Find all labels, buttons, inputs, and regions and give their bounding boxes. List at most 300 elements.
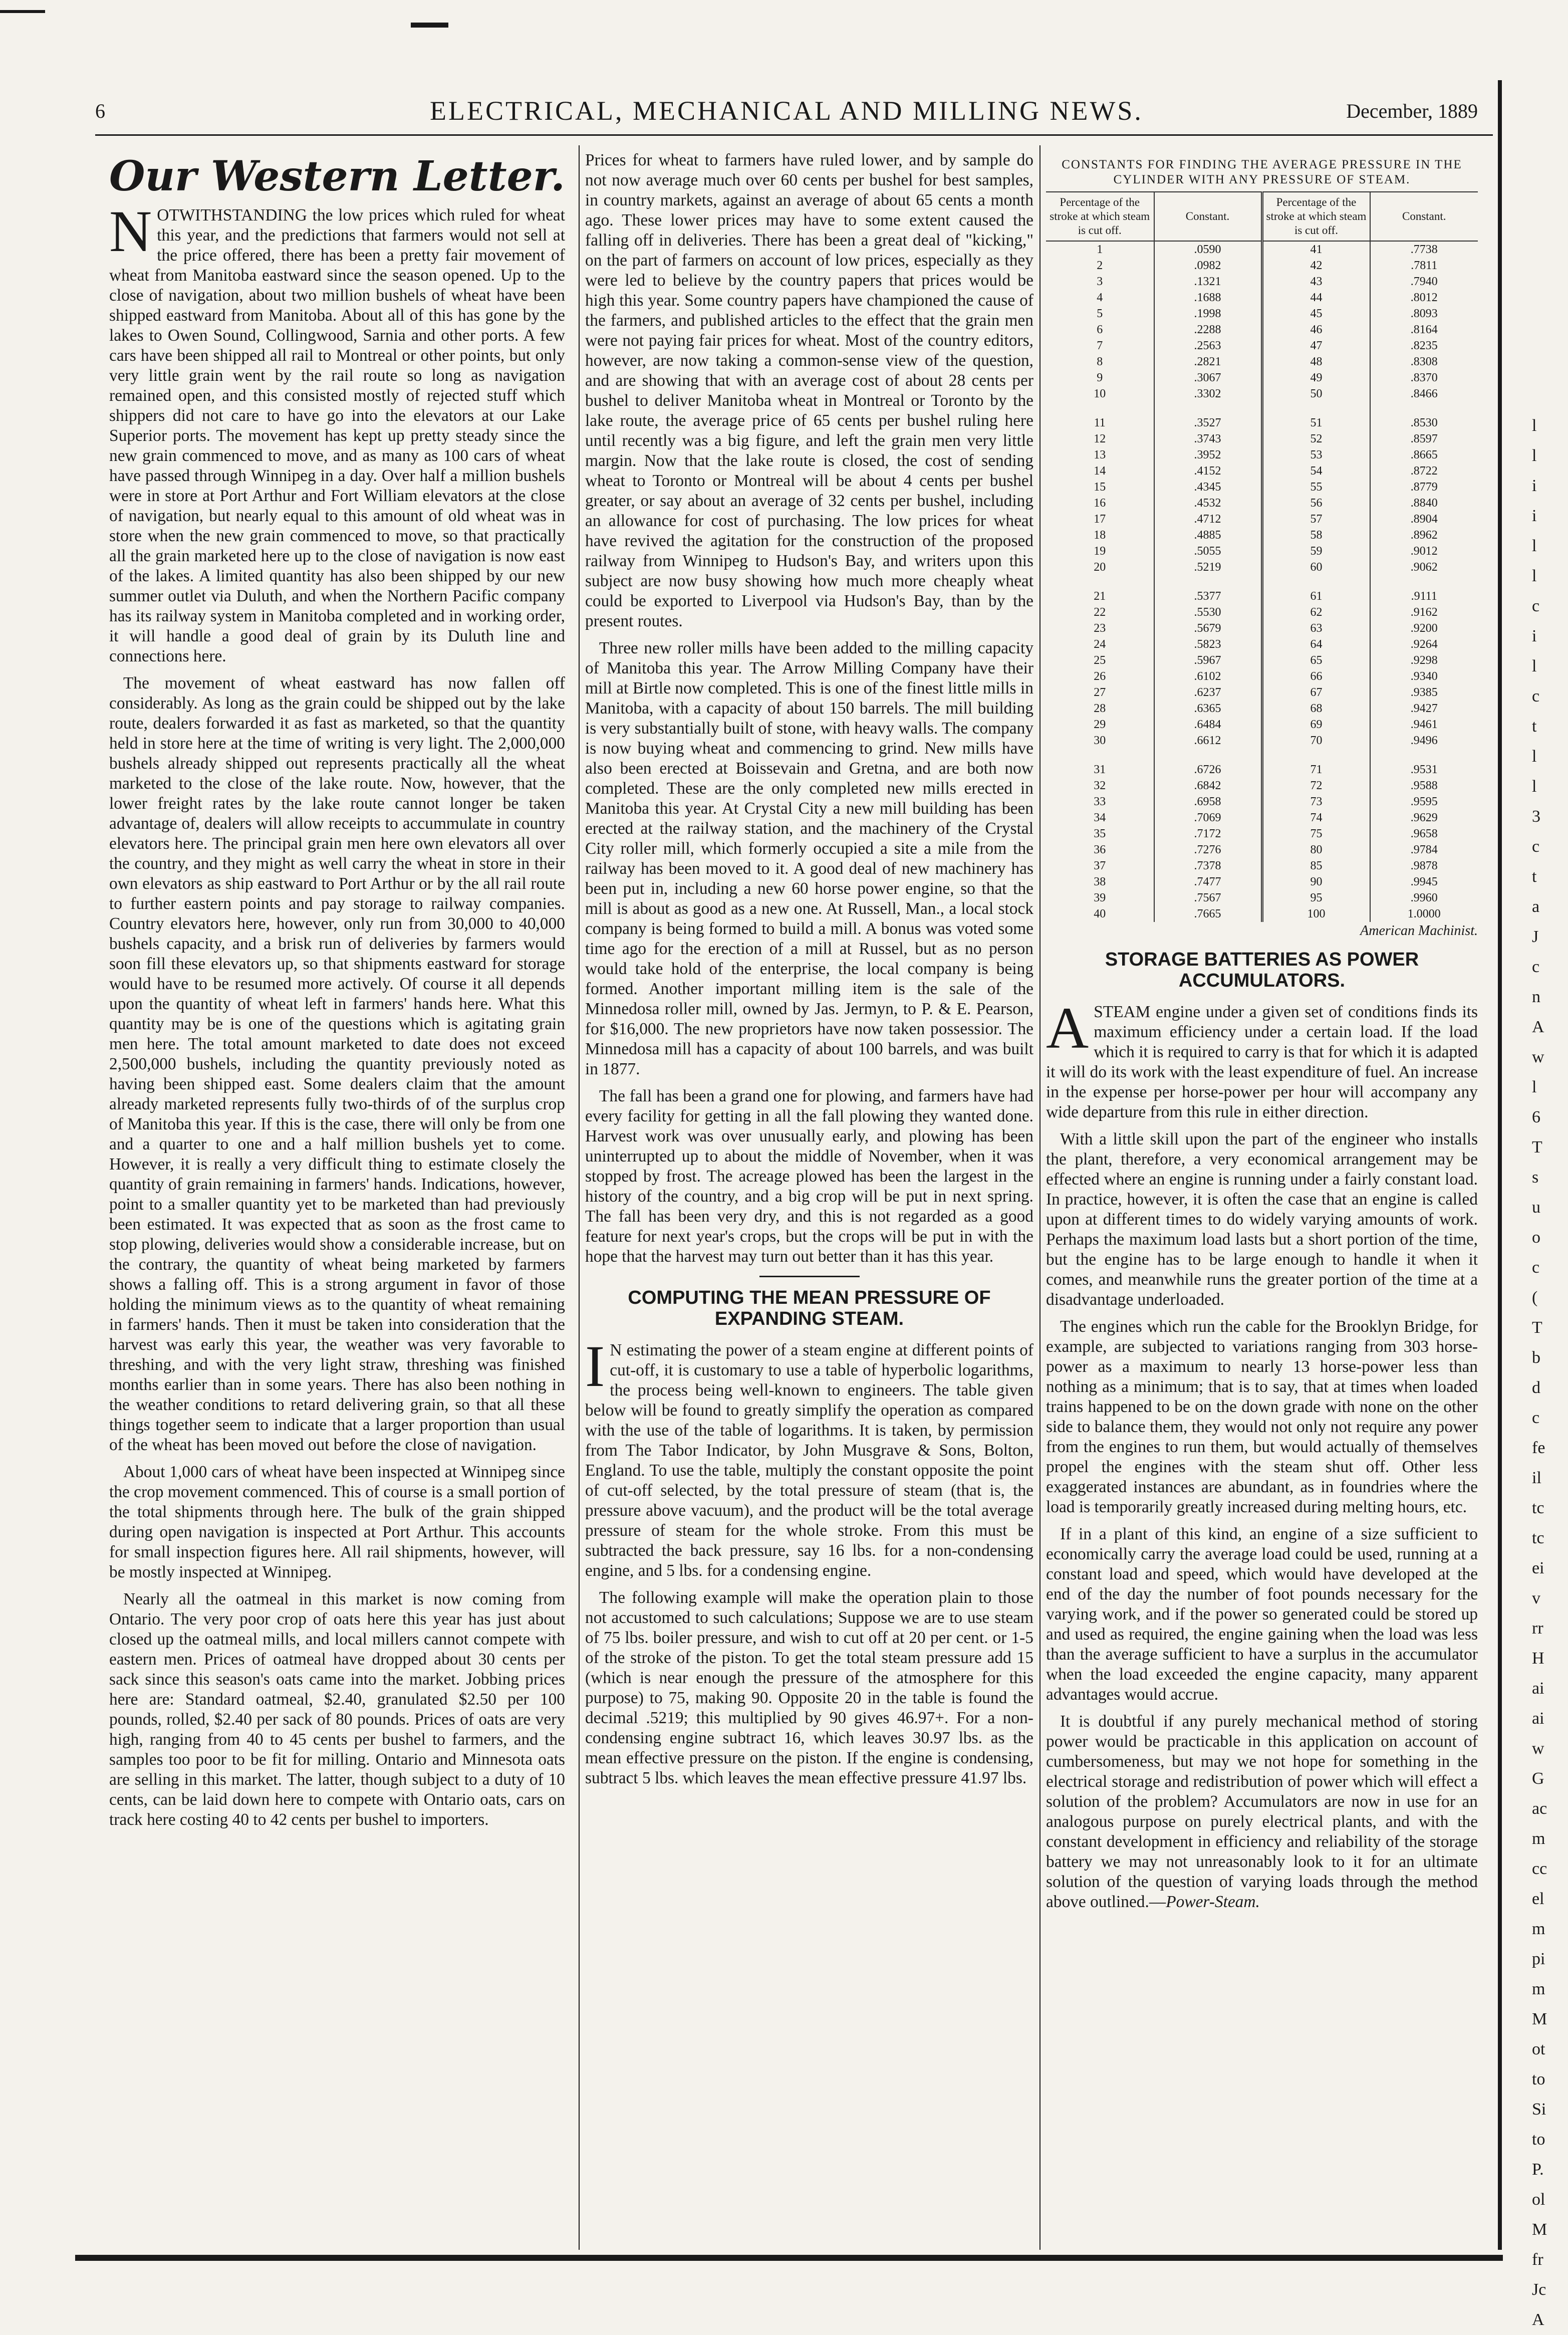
margin-fragment-char: T: [1532, 1318, 1542, 1337]
cell-percentage: 9: [1097, 371, 1103, 384]
table-row: [1046, 733, 1478, 749]
table-row: [1046, 338, 1478, 354]
cell-percentage: 30: [1094, 734, 1106, 747]
margin-fragment-char: s: [1532, 1168, 1539, 1187]
margin-fragment-char: v: [1532, 1589, 1540, 1607]
table-row: [1046, 354, 1478, 370]
table-row: [1046, 575, 1478, 588]
cell-percentage: 51: [1262, 415, 1370, 431]
table-row: [1046, 717, 1478, 733]
cell-constant: .7738: [1370, 241, 1478, 258]
cell-percentage: 17: [1094, 513, 1106, 526]
margin-fragment-char: ol: [1532, 2190, 1545, 2209]
cell-percentage: 37: [1094, 859, 1106, 872]
cell-percentage: 24: [1094, 638, 1106, 651]
mean-pressure-paragraph: I N estimating the power of a steam engine at different points of cut-off, it is customary to use a table of hyperbolic logarithms, the process being well-known to engineers. The table given below will be found to greatly simplify the operation as compared with the use of the table of logarithms. It is taken, by permission from The Tabor Indicator, by John Musgrave & Sons, Bolton, England. To use the table, multiply the constant opposite the point of cut-off selected, by the total pressure of steam (that is, the pressure above vacuum), and the product will be the total average pressure of steam for the whole stroke. From this must be subtracted the back pressure, say 16 lbs. for a non-condensing engine, and 5 lbs. for a condensing engine.: [585, 1333, 1033, 1580]
cell-constant: .9200: [1370, 620, 1478, 636]
cell-constant: .9340: [1370, 668, 1478, 684]
cell-percentage: 52: [1262, 431, 1370, 447]
cell-percentage: 59: [1262, 543, 1370, 559]
page-header: [95, 95, 1478, 130]
bottom-edge-rule: [75, 2255, 1503, 2261]
cell-constant: .9658: [1370, 826, 1478, 842]
cell-constant: .9878: [1370, 858, 1478, 874]
table-row: [1046, 511, 1478, 527]
cell-percentage: 18: [1094, 529, 1106, 542]
margin-fragment-char: t: [1532, 717, 1537, 736]
cell-constant: .8722: [1370, 463, 1478, 479]
margin-fragment-char: i: [1532, 477, 1537, 495]
cell-percentage: 80: [1262, 842, 1370, 858]
margin-fragment-char: u: [1532, 1198, 1540, 1217]
western-letter-paragraph: Prices for wheat to farmers have ruled lower, and by sample do not now average much over 60 cents per bushel for best samples, in country markets, against an average of about 65 cents a month ago. These lower prices may have to some extent caused the falling off in deliveries. There has been a great deal of "kicking," on the part of farmers on account of low prices, especially as they were led to believe by the country papers that prices would be high this year. Some country papers have championed the cause of the farmers, and published articles to the effect that the grain men were not paying fair prices for wheat. Most of the country editors, however, are now taking a common-sense view of the question, and are showing that with an average cost of about 28 cents per bushel to deliver Manitoba wheat in Montreal or Toronto by the lake route, the average price of 65 cents per bushel ruling here until recently was a big figure, and left the grain men very little margin. Now that the lake route is closed, the cost of sending wheat to Toronto or Montreal will be about 4 cents per bushel greater, or say about an average of 32 cents per bushel, including an allowance for cost of purchasing. The low prices for wheat have revived the agitation for the construction of the proposed railway from Winnipeg to Hudson's Bay, and writers upon this subject are now busy showing how much more cheaply wheat could be exported to Liverpool via Hudson's Bay, than by the present routes.: [585, 151, 1033, 630]
cell-constant: .5219: [1154, 559, 1262, 575]
margin-fragment-char: d: [1532, 1378, 1540, 1397]
cell-constant: .8530: [1370, 415, 1478, 431]
table-header-row: [1046, 192, 1478, 241]
cell-constant: .6726: [1154, 762, 1262, 778]
margin-fragment-char: c: [1532, 1258, 1540, 1277]
cell-constant: .7567: [1154, 890, 1262, 906]
cell-constant: .8235: [1370, 338, 1478, 354]
western-letter-paragraph: Nearly all the oatmeal in this market is now coming from Ontario. The very poor crop of oats here this year has just about closed up the oatmeal mills, and local millers cannot compete with eastern men. Prices of oatmeal have dropped about 30 cents per sack since this season's oats came into the market. Jobbing prices here are: Standard oatmeal, $2.40, granulated $2.50 per 100 pounds, rolled, $2.40 per sack of 80 pounds. Prices of oats are very high, ranging from 40 to 45 cents per bushel to farmers, and the samples too poor to be fit for milling. Ontario and Minnesota oats are selling in this market. The latter, though subject to a duty of 10 cents, can be laid down here to compete with Ontario oats, cars on track here costing 40 to 42 cents per bushel to importers.: [109, 1590, 565, 1829]
margin-fragment-char: w: [1532, 1739, 1544, 1758]
cell-constant: .5530: [1154, 604, 1262, 620]
cell-constant: [1154, 749, 1262, 762]
margin-fragment-char: P.: [1532, 2160, 1544, 2179]
table-row: [1046, 858, 1478, 874]
cell-constant: .9960: [1370, 890, 1478, 906]
table-row: [1046, 874, 1478, 890]
cell-percentage: 35: [1094, 827, 1106, 840]
storage-paragraph: It is doubtful if any purely mechanical method of storing power would be practicable in this application on account of cumbersomeness, but may we not hope for something in the electrical storage and redistribution of power which will effect a solution of the problem? Accumulators are now in use for an analogous purpose on purely electrical plants, and with the constant development in efficiency and reliability of the storage battery we may not unreasonably look to it for an ultimate solution of the question of varying loads through the method above outlined.—Power-Steam.: [1046, 1712, 1478, 1911]
cell-percentage: 43: [1262, 274, 1370, 290]
cell-constant: .6958: [1154, 794, 1262, 810]
table-row: [1046, 778, 1478, 794]
cell-constant: .0590: [1154, 241, 1262, 258]
storage-paragraph: If in a plant of this kind, an engine of a size sufficient to economically carry the average load could be used, running at a constant load and speed, which would have developed at the end of the day the number of foot pounds necessary for the varying work, and if the power so generated could be stored up and used as required, the engine gaining when the load was less than the average sufficient to have a surplus in the accumulator when the load exceeded the engine capacity, many apparent advantages would accrue.: [1046, 1525, 1478, 1704]
cell-percentage: 20: [1094, 561, 1106, 574]
cell-percentage: [1262, 749, 1370, 762]
cell-constant: .9111: [1370, 588, 1478, 604]
cell-constant: .5679: [1154, 620, 1262, 636]
margin-fragment-char: i: [1532, 627, 1537, 645]
column-rule: [579, 145, 580, 2250]
cell-constant: .7477: [1154, 874, 1262, 890]
margin-fragment-char: il: [1532, 1469, 1541, 1487]
margin-fragment-char: l: [1532, 567, 1537, 585]
cell-percentage: 29: [1094, 718, 1106, 731]
cell-percentage: 16: [1094, 497, 1106, 510]
mean-pressure-title: COMPUTING THE MEAN PRESSURE OF EXPANDING STEAM.: [628, 1287, 991, 1329]
cell-constant: .6612: [1154, 733, 1262, 749]
cell-percentage: 70: [1262, 733, 1370, 749]
cell-constant: [1154, 575, 1262, 588]
table-row: [1046, 479, 1478, 495]
cell-percentage: 53: [1262, 447, 1370, 463]
cell-percentage: 55: [1262, 479, 1370, 495]
cell-percentage: 41: [1262, 241, 1370, 258]
margin-fragment-char: c: [1532, 1409, 1540, 1427]
western-letter-paragraph: NOTWITHSTANDING the low prices which ruled for wheat this year, and the predictions that farmers would not sell at the price offered, there has been a pretty fair movement of wheat from Manitoba eastward since the season opened. Up to the close of navigation, about two million bushels of wheat have been shipped eastward from Manitoba. About all of this has gone by the lakes to Owen Sound, Collingwood, Sarnia and other ports. A few cars have been shipped all rail to Montreal or other points, but only very little grain went by the rail route so long as navigation remained open, and this consisted mostly of rejected stuff which shippers did not care to have go into the elevators at our Lake Superior ports. The movement has kept up pretty steady since the new grain commenced to move, and as many as 100 cars of wheat have passed through Winnipeg in a day. Over half a million bushels were in store at Port Arthur and Fort William elevators at the close of navigation, but nearly equal to this amount of old wheat was in store when the new grain commenced to move, so that practically all the grain marketed here up to the close of navigation is now east of the lakes. A limited quantity has also been shipped by our new summer outlet via Duluth, and when the Northern Pacific company has its railway system in Manitoba completed and in working order, it will handle a good deal of grain by its Duluth line and connections here.: [109, 198, 565, 665]
column-header-percentage: Percentage of the stroke at which steam is cut off.: [1262, 192, 1370, 241]
cell-percentage: 49: [1262, 370, 1370, 386]
table-row: [1046, 749, 1478, 762]
cell-percentage: 46: [1262, 322, 1370, 338]
cell-percentage: 57: [1262, 511, 1370, 527]
cell-percentage: 64: [1262, 636, 1370, 652]
cell-percentage: 12: [1094, 432, 1106, 445]
margin-fragment-char: M: [1532, 2010, 1547, 2028]
cell-constant: .8840: [1370, 495, 1478, 511]
constants-table-caption: CONSTANTS FOR FINDING THE AVERAGE PRESSURE IN THE CYLINDER WITH ANY PRESSURE OF STEAM.: [1062, 158, 1462, 186]
margin-fragment-char: A: [1532, 1018, 1544, 1036]
cell-constant: .9595: [1370, 794, 1478, 810]
cell-constant: .3952: [1154, 447, 1262, 463]
table-row: [1046, 890, 1478, 906]
cell-constant: .2821: [1154, 354, 1262, 370]
cell-constant: .8308: [1370, 354, 1478, 370]
column-header-percentage: Percentage of the stroke at which steam is cut off.: [1046, 192, 1154, 241]
cell-constant: .9264: [1370, 636, 1478, 652]
cell-constant: .7276: [1154, 842, 1262, 858]
margin-fragment-char: Jc: [1532, 2280, 1546, 2299]
cell-percentage: 10: [1094, 387, 1106, 400]
cell-constant: .9461: [1370, 717, 1478, 733]
cell-percentage: 13: [1094, 448, 1106, 461]
storage-paragraph: ASTEAM engine under a given set of conditions finds its maximum efficiency under a certain load. If the load which it is required to carry is that for which it is adapted it will do its work with the least expenditure of fuel. An increase in the expense per horse-power per hour will accompany any wide departure from this rule in either direction.: [1046, 995, 1478, 1121]
cell-percentage: 75: [1262, 826, 1370, 842]
margin-fragment-char: H: [1532, 1649, 1544, 1668]
margin-fragment-char: l: [1532, 416, 1537, 435]
table-row: [1046, 906, 1478, 922]
cell-percentage: 26: [1094, 670, 1106, 683]
cell-percentage: 5: [1097, 307, 1103, 320]
cell-constant: .6237: [1154, 684, 1262, 700]
margin-fragment-char: tc: [1532, 1529, 1544, 1547]
cell-constant: .5377: [1154, 588, 1262, 604]
cell-percentage: 21: [1094, 590, 1106, 603]
cell-percentage: 58: [1262, 527, 1370, 543]
cell-percentage: 27: [1094, 686, 1106, 699]
cell-constant: .9784: [1370, 842, 1478, 858]
cell-percentage: 60: [1262, 559, 1370, 575]
table-row: [1046, 826, 1478, 842]
margin-fragment-char: c: [1532, 597, 1540, 615]
table-row: [1046, 810, 1478, 826]
cell-constant: .9162: [1370, 604, 1478, 620]
margin-fragment-char: l: [1532, 1078, 1537, 1096]
scan-mark: [0, 10, 45, 13]
western-letter-paragraph: About 1,000 cars of wheat have been inspected at Winnipeg since the crop movement commenced. This of course is a small portion of the total shipments through here. The bulk of the grain shipped during open navigation is inspected at Port Arthur. This accounts for small inspection figures here. All rail shipments, however, will be mostly inspected at Winnipeg.: [109, 1463, 565, 1581]
margin-fragment-char: ai: [1532, 1679, 1544, 1698]
publication-title: ELECTRICAL, MECHANICAL AND MILLING NEWS.: [430, 96, 1143, 126]
cell-constant: .9945: [1370, 874, 1478, 890]
cell-constant: .3527: [1154, 415, 1262, 431]
cell-percentage: 100: [1262, 906, 1370, 922]
drop-cap: I: [585, 1333, 605, 1399]
margin-fragment-char: 6: [1532, 1108, 1540, 1126]
table-row: [1046, 386, 1478, 402]
header-rule: [95, 134, 1493, 136]
table-row: [1046, 258, 1478, 274]
cell-percentage: 28: [1094, 702, 1106, 715]
margin-fragment-char: A: [1532, 2310, 1544, 2329]
western-letter-paragraph: The movement of wheat eastward has now fallen off considerably. As long as the grain could be shipped out by the lake route, dealers forwarded it as fast as marketed, so that the quantity held in store here at the time of writing is very light. The 2,000,000 bushels already shipped out represents practically all the wheat marketed to the close of the lake route. Now, however, that the lower freight rates by the lake route cannot longer be taken advantage of, dealers will allow receipts to accummulate in country elevators here. The principal grain men here own elevators all over the country, and they might as well carry the wheat in store in their own elevators as ship eastward to Port Arthur or by the all rail route to further eastern points and pay storage to railway companies. Country elevators here, however, only run from 30,000 to 40,000 bushels capacity, and a brisk run of deliveries by farmers would soon fill these elevators up, so that shipments eastward for storage would have to be resumed more actively. Of course it all depends upon the quantity of wheat left in farmers' hands here. What this quantity may be is one of the questions which is agitating grain men here. The total amount marketed to date does not exceed 2,500,000 bushels, including the quantity previously noted as having been shipped east. Some dealers claim that the amount already marketed represents fully two-thirds of of the surplus crop of Manitoba this year. If this is the case, there will only be from one and a quarter to one and a half million bushels yet to come. However, it is really a very difficult thing to estimate closely the quantity of grain remaining in farmers' hands. Indications, however, point to a smaller quantity yet to be marketed than had previously been estimated. It was expected that as soon as the frost came to stop plowing, deliveries would show a considerable increase, but on the contrary, the quantity of wheat being marketed by farmers shows a falling off. This is a strong argument in favor of those holding the minimum views as to the quantity of wheat remaining in farmers' hands. Then it must be taken into consideration that the harvest was early this year, the weather was very favorable to threshing, and with the very light straw, threshing was finished months earlier than in some years. There has also been nothing in the weather conditions to retard delivering grain, so that all these things together seem to indicate that a larger proportion than usual of the wheat has been moved out before the close of navigation.: [109, 674, 565, 1454]
table-row: [1046, 684, 1478, 700]
issue-date: December, 1889: [1346, 100, 1478, 122]
margin-fragment-char: cc: [1532, 1859, 1547, 1878]
table-row: [1046, 762, 1478, 778]
table-row: [1046, 447, 1478, 463]
cell-constant: .5967: [1154, 652, 1262, 668]
cell-percentage: 67: [1262, 684, 1370, 700]
table-row: [1046, 543, 1478, 559]
western-letter-paragraph: The fall has been a grand one for plowing, and farmers have had every facility for getting in all the fall plowing they wanted done. Harvest work was over unusually early, and plowing has been uninterrupted up to about the middle of November, when it was stopped by frost. The acreage plowed has been the largest in the history of the country, and a big crop will be put in next spring. The fall has been very dry, and this is not regarded as a good feature for next year's crops, but the crops will be put in with the hope that the harvest may turn out better than it has this year.: [585, 1087, 1033, 1266]
table-row: [1046, 415, 1478, 431]
cell-constant: .6365: [1154, 700, 1262, 717]
cell-percentage: [1262, 402, 1370, 415]
page-number: 6: [95, 100, 105, 122]
table-row: [1046, 604, 1478, 620]
cell-percentage: 4: [1097, 291, 1103, 304]
cell-constant: .9588: [1370, 778, 1478, 794]
margin-fragment-char: to: [1532, 2070, 1545, 2088]
cell-percentage: 61: [1262, 588, 1370, 604]
cell-constant: .6484: [1154, 717, 1262, 733]
cell-constant: .3302: [1154, 386, 1262, 402]
margin-fragment-char: m: [1532, 1980, 1545, 1998]
cell-constant: .1321: [1154, 274, 1262, 290]
scan-mark: [411, 23, 448, 28]
cell-percentage: 63: [1262, 620, 1370, 636]
table-row: [1046, 402, 1478, 415]
table-credit: American Machinist.: [1360, 923, 1478, 939]
table-row: [1046, 668, 1478, 684]
margin-fragment-char: rr: [1532, 1619, 1543, 1638]
margin-fragment-char: a: [1532, 897, 1540, 916]
cell-constant: .6102: [1154, 668, 1262, 684]
table-row: [1046, 652, 1478, 668]
table-row: [1046, 588, 1478, 604]
cell-percentage: 40: [1094, 907, 1106, 920]
cell-percentage: 73: [1262, 794, 1370, 810]
margin-fragment-char: M: [1532, 2220, 1547, 2239]
cell-percentage: 69: [1262, 717, 1370, 733]
margin-fragment-char: ot: [1532, 2040, 1545, 2058]
margin-fragment-char: b: [1532, 1348, 1540, 1367]
margin-fragment-char: ei: [1532, 1559, 1544, 1577]
drop-cap: N: [109, 198, 152, 264]
table-row: [1046, 463, 1478, 479]
cell-constant: .1688: [1154, 290, 1262, 306]
cell-constant: .4152: [1154, 463, 1262, 479]
cell-constant: .2563: [1154, 338, 1262, 354]
cell-constant: .7172: [1154, 826, 1262, 842]
column-header-constant: Constant.: [1370, 192, 1478, 241]
cell-constant: .8466: [1370, 386, 1478, 402]
table-row: [1046, 290, 1478, 306]
cell-percentage: 33: [1094, 795, 1106, 808]
cell-constant: [1370, 749, 1478, 762]
cell-percentage: 45: [1262, 306, 1370, 322]
cell-percentage: 47: [1262, 338, 1370, 354]
cell-percentage: 36: [1094, 843, 1106, 856]
cell-constant: .8164: [1370, 322, 1478, 338]
cell-percentage: 23: [1094, 622, 1106, 635]
constants-table: [1046, 191, 1478, 922]
table-row: [1046, 370, 1478, 386]
cell-percentage: 3: [1097, 275, 1103, 288]
column-1: [109, 150, 565, 2250]
cell-percentage: 54: [1262, 463, 1370, 479]
cell-constant: .8012: [1370, 290, 1478, 306]
margin-fragment-char: l: [1532, 777, 1537, 796]
cell-percentage: 42: [1262, 258, 1370, 274]
column-3: [1046, 150, 1478, 2250]
margin-fragment-char: Si: [1532, 2100, 1546, 2119]
cell-percentage: 68: [1262, 700, 1370, 717]
margin-fragment-char: c: [1532, 837, 1540, 856]
table-row: [1046, 241, 1478, 258]
section-rule: [759, 1276, 860, 1277]
cell-constant: .9385: [1370, 684, 1478, 700]
cell-constant: .7665: [1154, 906, 1262, 922]
margin-fragment-char: l: [1532, 446, 1537, 465]
cell-constant: [1154, 402, 1262, 415]
table-row: [1046, 559, 1478, 575]
cell-constant: .5823: [1154, 636, 1262, 652]
storage-credit: Power-Steam.: [1166, 1893, 1260, 1911]
cell-percentage: 39: [1094, 891, 1106, 904]
table-row: [1046, 700, 1478, 717]
cell-constant: .9427: [1370, 700, 1478, 717]
margin-fragment-char: G: [1532, 1769, 1544, 1788]
cell-constant: .3067: [1154, 370, 1262, 386]
margin-fragment-char: m: [1532, 1829, 1545, 1848]
cell-constant: .4885: [1154, 527, 1262, 543]
cell-constant: .8093: [1370, 306, 1478, 322]
cell-percentage: 15: [1094, 481, 1106, 494]
western-letter-paragraph: Three new roller mills have been added to the milling capacity of Manitoba this year. The Arrow Milling Company have their mill at Birtle now completed. This is one of the finest little mills in Manitoba, with a capacity of about 150 barrels. The mill building is very substantially built of stone, with heavy walls. The company is now buying wheat and commencing to grind. New mills have also been erected at Boissevain and Gretna, and are both now completed. These are the only completed new mills erected in Manitoba this year. At Crystal City a new mill building has been erected at the railway station, and the machinery of the Crystal City roller mill, which formerly occupied a site a mile from the railway has been moved to it. A good deal of new machinery has been put in, including a new 60 horse power engine, so that the mill is about as good as a new one. At Russell, Man., a local stock company is being formed to build a mill. A bonus was voted some time ago for the erection of a mill at Russel, but as no person would take hold of the enterprise, the local company is being formed. Another important milling item is the sale of the Minnedosa roller mill, owned by Jas. Jermyn, to P. & E. Pearson, for $16,000. The new proprietors have now taken possessior. The Minnedosa mill has a capacity of about 100 barrels, and was built in 1877.: [585, 639, 1033, 1078]
table-row: [1046, 636, 1478, 652]
margin-fragment-char: fe: [1532, 1439, 1545, 1457]
margin-fragment-char: fr: [1532, 2250, 1543, 2269]
cell-percentage: 11: [1094, 416, 1106, 429]
cell-percentage: 62: [1262, 604, 1370, 620]
margin-fragment-char: ac: [1532, 1799, 1547, 1818]
cell-percentage: 25: [1094, 654, 1106, 667]
cell-constant: .7069: [1154, 810, 1262, 826]
table-row: [1046, 274, 1478, 290]
margin-fragment-char: m: [1532, 1920, 1545, 1938]
cell-constant: .1998: [1154, 306, 1262, 322]
margin-fragment-char: t: [1532, 867, 1537, 886]
cell-constant: .9629: [1370, 810, 1478, 826]
cell-constant: .9531: [1370, 762, 1478, 778]
constants-table-body: [1046, 241, 1478, 922]
column-header-constant: Constant.: [1154, 192, 1262, 241]
margin-fragment-char: i: [1532, 507, 1537, 525]
cell-constant: .8665: [1370, 447, 1478, 463]
cell-constant: 1.0000: [1370, 906, 1478, 922]
cell-percentage: 90: [1262, 874, 1370, 890]
margin-fragment-char: w: [1532, 1048, 1544, 1066]
cell-constant: .4712: [1154, 511, 1262, 527]
margin-fragment-char: l: [1532, 747, 1537, 766]
cell-constant: [1370, 402, 1478, 415]
cell-percentage: 1: [1097, 243, 1103, 256]
table-row: [1046, 495, 1478, 511]
margin-fragment-char: tc: [1532, 1499, 1544, 1517]
cell-constant: .6842: [1154, 778, 1262, 794]
margin-fragment-char: (: [1532, 1288, 1538, 1307]
cell-percentage: 65: [1262, 652, 1370, 668]
cell-percentage: 2: [1097, 259, 1103, 272]
cell-percentage: [1046, 749, 1154, 762]
cell-percentage: 85: [1262, 858, 1370, 874]
cell-percentage: 19: [1094, 545, 1106, 558]
cell-percentage: 38: [1094, 875, 1106, 888]
right-edge-rule: [1498, 80, 1502, 2250]
cell-percentage: 74: [1262, 810, 1370, 826]
cell-constant: .2288: [1154, 322, 1262, 338]
column-rule: [1039, 145, 1040, 2250]
drop-cap: A: [1046, 995, 1089, 1061]
cell-percentage: 50: [1262, 386, 1370, 402]
cell-constant: .9496: [1370, 733, 1478, 749]
cell-constant: .9298: [1370, 652, 1478, 668]
table-row: [1046, 322, 1478, 338]
cell-percentage: 95: [1262, 890, 1370, 906]
table-row: [1046, 527, 1478, 543]
western-letter-title: Our Western Letter.: [109, 152, 565, 200]
table-row: [1046, 431, 1478, 447]
cell-constant: .9062: [1370, 559, 1478, 575]
cell-percentage: 14: [1094, 464, 1106, 478]
cell-percentage: 56: [1262, 495, 1370, 511]
adjacent-page-fragment: [1532, 411, 1562, 2335]
cell-constant: .7940: [1370, 274, 1478, 290]
margin-fragment-char: l: [1532, 657, 1537, 675]
cell-percentage: 6: [1097, 323, 1103, 336]
cell-constant: .7378: [1154, 858, 1262, 874]
cell-constant: .5055: [1154, 543, 1262, 559]
mean-pressure-paragraph: The following example will make the operation plain to those not accustomed to such calculations; Suppose we are to use steam of 75 lbs. boiler pressure, and wish to cut off at 20 per cent. or 1-5 of the stroke of the piston. To get the total steam pressure add 15 (which is near enough the pressure of the atmosphere for this purpose) to 75, making 90. Opposite 20 in the table is found the decimal .5219; this multiplied by 90 gives 46.97+. For a non-condensing engine subtract 16, which leaves 30.97 lbs. as the mean effective pressure on the piston. If the engine is condensing, subtract 5 lbs. which leaves the mean effective pressure 41.97 lbs.: [585, 1588, 1033, 1787]
cell-percentage: 22: [1094, 606, 1106, 619]
cell-percentage: 71: [1262, 762, 1370, 778]
table-row: [1046, 306, 1478, 322]
cell-constant: .8962: [1370, 527, 1478, 543]
margin-fragment-char: 3: [1532, 807, 1540, 826]
margin-fragment-char: l: [1532, 537, 1537, 555]
margin-fragment-char: T: [1532, 1138, 1542, 1156]
storage-paragraph: With a little skill upon the part of the engineer who installs the plant, therefore, a very economical arrangement may be effected where an engine is running under a fairly constant load. In practice, however, it is often the case that an engine is called upon at different times to do widely varying amounts of work. Perhaps the maximum load lasts but a short portion of the time, but the engine has to be large enough to handle it when it comes, and meanwhile runs the greater portion of the time at a disadvantage underloaded.: [1046, 1130, 1478, 1309]
cell-constant: .9012: [1370, 543, 1478, 559]
cell-constant: .8904: [1370, 511, 1478, 527]
cell-constant: .4345: [1154, 479, 1262, 495]
table-row: [1046, 842, 1478, 858]
cell-percentage: 32: [1094, 779, 1106, 792]
cell-constant: .8597: [1370, 431, 1478, 447]
cell-percentage: 31: [1094, 763, 1106, 776]
cell-percentage: 7: [1097, 339, 1103, 352]
cell-percentage: 66: [1262, 668, 1370, 684]
storage-paragraph: The engines which run the cable for the Brooklyn Bridge, for example, are subjected to variations ranging from 303 horse-power as a maximum to nearly 13 horse-power less than nothing as a minimum; that is to say, that at times when loaded trains happened to be on the down grade with none on the other side to balance them, they would not only not require any power from the engines to run them, but would actually of themselves propel the engines with the steam shut off. Other less exaggerated instances are abundant, as in foundries where the load is temporarily greatly increased during melting hours, etc.: [1046, 1317, 1478, 1516]
cell-constant: .8779: [1370, 479, 1478, 495]
cell-constant: [1370, 575, 1478, 588]
cell-constant: .0982: [1154, 258, 1262, 274]
